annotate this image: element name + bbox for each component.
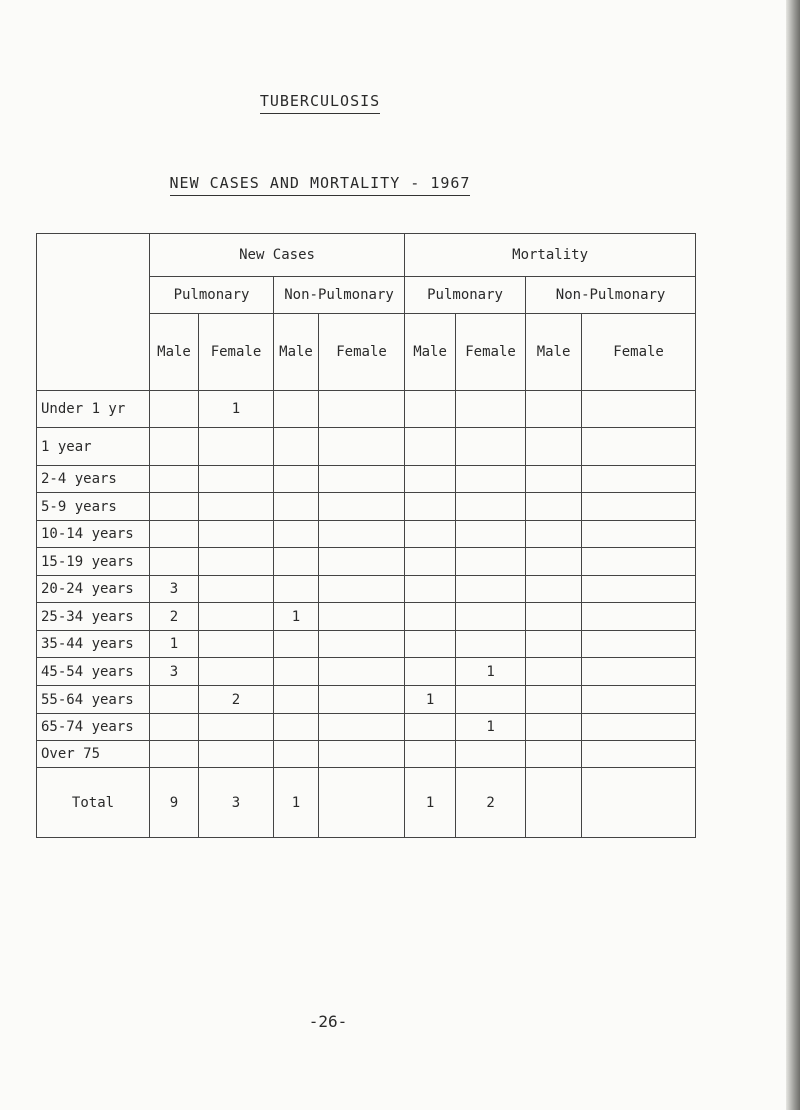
table-cell — [150, 686, 199, 714]
table-cell — [456, 686, 526, 714]
table-row — [37, 631, 696, 658]
row-label: 20-24 years — [37, 576, 150, 603]
table-cell — [526, 466, 582, 493]
row-label: 55-64 years — [37, 686, 150, 714]
table-cell — [405, 493, 456, 521]
row-label: 2-4 years — [37, 466, 150, 493]
tuberculosis-table — [36, 233, 696, 838]
table-cell — [319, 521, 405, 548]
table-cell — [274, 631, 319, 658]
table-cell — [274, 466, 319, 493]
table-cell — [526, 658, 582, 686]
table-cell — [199, 576, 274, 603]
table-cell — [526, 686, 582, 714]
table-cell — [582, 428, 696, 466]
table-cell: 3 — [150, 576, 199, 603]
table-cell — [199, 603, 274, 631]
total-cell: 1 — [274, 768, 319, 838]
table-cell — [405, 548, 456, 576]
table-cell — [456, 466, 526, 493]
sex-header: Male — [150, 314, 199, 391]
row-label: Under 1 yr — [37, 391, 150, 428]
table-cell — [199, 466, 274, 493]
row-label: 25-34 years — [37, 603, 150, 631]
total-cell: 3 — [199, 768, 274, 838]
table-cell — [319, 576, 405, 603]
table-cell — [150, 714, 199, 741]
table-row — [37, 603, 696, 631]
table-cell: 1 — [456, 658, 526, 686]
table-cell — [526, 576, 582, 603]
table-cell — [274, 521, 319, 548]
total-cell — [319, 768, 405, 838]
sex-header: Female — [319, 314, 405, 391]
table-cell — [319, 658, 405, 686]
table-cell: 1 — [456, 714, 526, 741]
sex-header: Female — [582, 314, 696, 391]
table-cell — [405, 603, 456, 631]
table-row — [37, 576, 696, 603]
table-cell — [150, 741, 199, 768]
table-row — [37, 466, 696, 493]
table-cell — [405, 631, 456, 658]
page-number: -26- — [308, 1012, 348, 1031]
table-cell: 1 — [199, 391, 274, 428]
table-cell — [582, 631, 696, 658]
table-cell — [582, 686, 696, 714]
table-cell — [319, 428, 405, 466]
table-cell — [274, 391, 319, 428]
table-cell — [526, 428, 582, 466]
table-cell — [150, 521, 199, 548]
row-label: 15-19 years — [37, 548, 150, 576]
table-cell — [456, 631, 526, 658]
table-cell — [319, 548, 405, 576]
subheader-mortality-non-pulmonary: Non-Pulmonary — [526, 277, 696, 314]
table-cell — [319, 493, 405, 521]
table-cell — [456, 428, 526, 466]
table-cell — [274, 576, 319, 603]
table-cell — [199, 521, 274, 548]
total-cell: 2 — [456, 768, 526, 838]
page-subtitle: NEW CASES AND MORTALITY - 1967 — [0, 174, 640, 192]
page-edge-shadow — [786, 0, 800, 1110]
table-cell — [526, 714, 582, 741]
row-label: 45-54 years — [37, 658, 150, 686]
sex-header: Female — [456, 314, 526, 391]
table-cell — [582, 741, 696, 768]
subheader-new-pulmonary: Pulmonary — [150, 277, 274, 314]
total-cell — [582, 768, 696, 838]
table-cell — [199, 548, 274, 576]
table-cell — [405, 658, 456, 686]
table-cell — [199, 658, 274, 686]
row-label: Over 75 — [37, 741, 150, 768]
table-cell — [582, 391, 696, 428]
table-cell — [456, 603, 526, 631]
table-cell — [274, 428, 319, 466]
table-cell — [199, 741, 274, 768]
row-label: 35-44 years — [37, 631, 150, 658]
table-row — [37, 714, 696, 741]
table-cell: 2 — [150, 603, 199, 631]
table-cell — [526, 521, 582, 548]
sex-header: Male — [526, 314, 582, 391]
table-row — [37, 548, 696, 576]
table-cell — [274, 741, 319, 768]
table-cell — [274, 548, 319, 576]
row-label: 10-14 years — [37, 521, 150, 548]
table-cell — [456, 493, 526, 521]
table-cell — [319, 603, 405, 631]
table-cell — [150, 391, 199, 428]
table-cell — [319, 741, 405, 768]
table-cell — [526, 741, 582, 768]
table-cell — [150, 548, 199, 576]
table-cell — [199, 428, 274, 466]
table-cell — [150, 493, 199, 521]
table-cell — [526, 391, 582, 428]
table-cell — [405, 741, 456, 768]
table-cell — [456, 521, 526, 548]
table-cell — [405, 576, 456, 603]
table-cell: 1 — [405, 686, 456, 714]
table-cell — [526, 603, 582, 631]
table-row — [37, 428, 696, 466]
table-cell — [582, 714, 696, 741]
table-cell — [526, 631, 582, 658]
table-cell — [405, 466, 456, 493]
table-row — [37, 391, 696, 428]
table-cell — [526, 548, 582, 576]
total-label: Total — [37, 768, 150, 838]
sex-header: Male — [274, 314, 319, 391]
table-cell — [274, 714, 319, 741]
table-cell — [526, 493, 582, 521]
table-cell — [582, 603, 696, 631]
table-cell — [199, 714, 274, 741]
table-cell: 3 — [150, 658, 199, 686]
table-cell — [319, 466, 405, 493]
table-row — [37, 741, 696, 768]
table-cell — [405, 714, 456, 741]
table-cell — [456, 741, 526, 768]
total-cell: 1 — [405, 768, 456, 838]
table-cell — [274, 686, 319, 714]
table-cell — [150, 428, 199, 466]
table-cell: 2 — [199, 686, 274, 714]
table-row — [37, 686, 696, 714]
subheader-mortality-pulmonary: Pulmonary — [405, 277, 526, 314]
table-cell — [456, 576, 526, 603]
table-cell — [150, 466, 199, 493]
sex-header: Female — [199, 314, 274, 391]
corner-cell — [37, 234, 150, 391]
table-cell: 1 — [274, 603, 319, 631]
table-cell — [319, 631, 405, 658]
group-header-new-cases: New Cases — [150, 234, 405, 277]
table-row — [37, 658, 696, 686]
row-label: 1 year — [37, 428, 150, 466]
table-cell — [274, 493, 319, 521]
row-label: 5-9 years — [37, 493, 150, 521]
table-row — [37, 493, 696, 521]
table-cell — [405, 428, 456, 466]
table-cell — [582, 658, 696, 686]
group-header-mortality: Mortality — [405, 234, 696, 277]
table-cell — [319, 686, 405, 714]
table-cell — [582, 548, 696, 576]
table-cell: 1 — [150, 631, 199, 658]
table-cell — [199, 631, 274, 658]
table-cell — [456, 391, 526, 428]
table-cell — [319, 714, 405, 741]
table-row — [37, 521, 696, 548]
table-cell — [456, 548, 526, 576]
total-cell: 9 — [150, 768, 199, 838]
table-cell — [199, 493, 274, 521]
table-cell — [274, 658, 319, 686]
table-cell — [582, 521, 696, 548]
total-row — [37, 768, 696, 838]
table-cell — [582, 576, 696, 603]
total-cell — [526, 768, 582, 838]
table-cell — [405, 521, 456, 548]
table-cell — [582, 466, 696, 493]
table-cell — [405, 391, 456, 428]
table-cell — [319, 391, 405, 428]
table-cell — [582, 493, 696, 521]
subheader-new-non-pulmonary: Non-Pulmonary — [274, 277, 405, 314]
sex-header: Male — [405, 314, 456, 391]
page-title: TUBERCULOSIS — [0, 92, 640, 110]
row-label: 65-74 years — [37, 714, 150, 741]
